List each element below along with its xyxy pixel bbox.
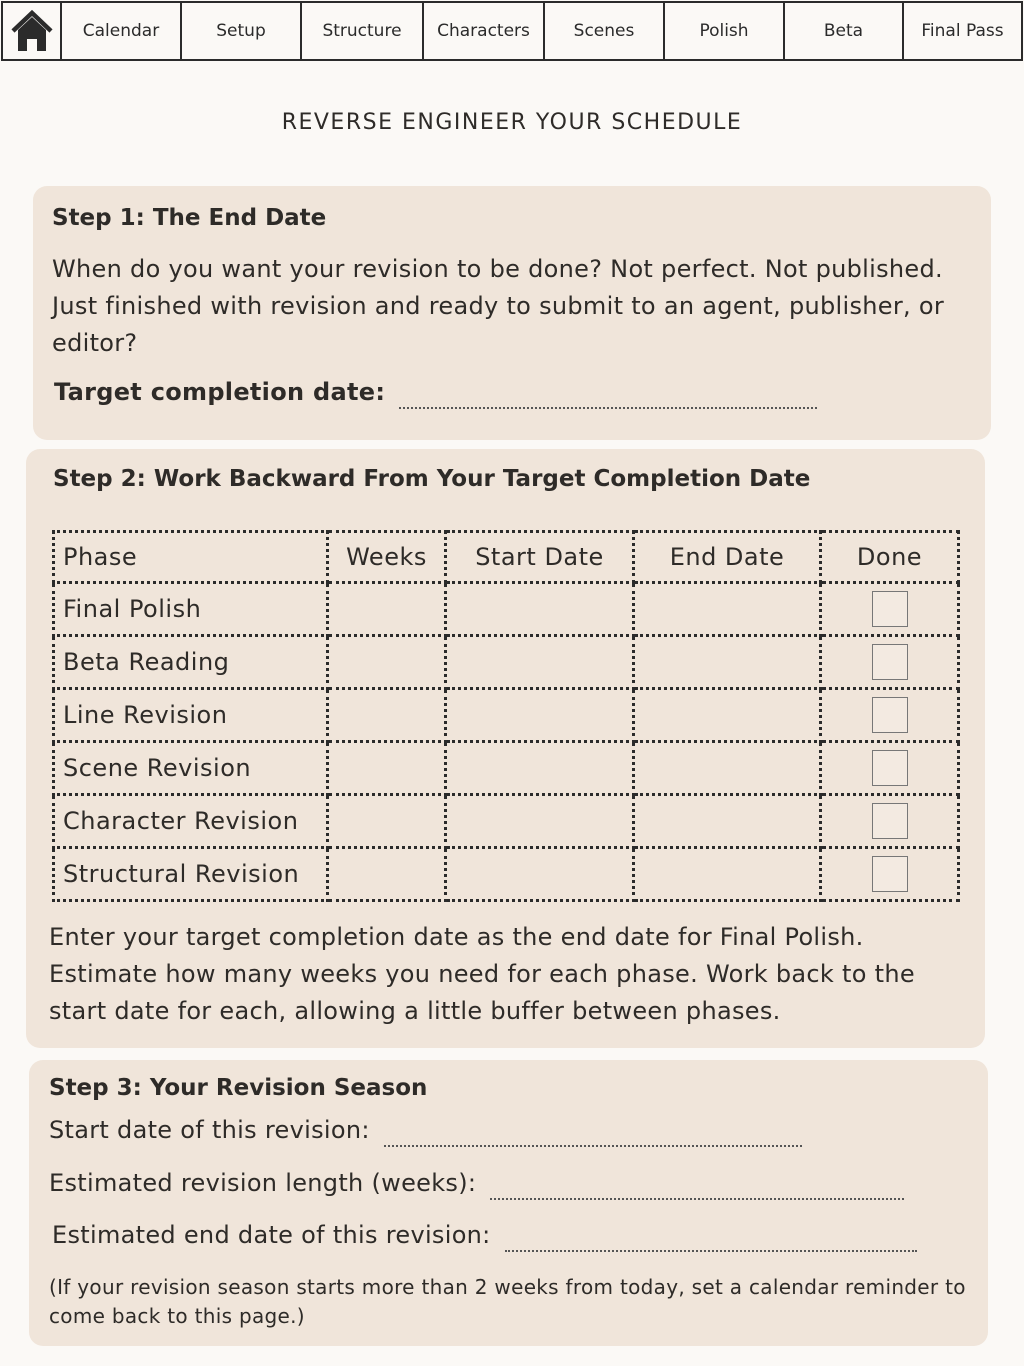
start-date-row <box>49 1116 802 1147</box>
phase-name: Structural Revision <box>54 848 328 901</box>
table-row <box>54 848 959 901</box>
phase-name: Final Polish <box>54 583 328 636</box>
step1-heading: Step 1: The End Date <box>52 205 327 231</box>
nav-tab-label: Beta <box>823 21 864 41</box>
nav-tab-label: Calendar <box>82 21 160 41</box>
phase-name: Character Revision <box>54 795 328 848</box>
table-row <box>54 636 959 689</box>
nav-tab-scenes[interactable] <box>545 3 665 59</box>
done-checkbox[interactable] <box>872 591 908 627</box>
nav-tab-calendar[interactable] <box>62 3 182 59</box>
target-date-row <box>54 378 817 409</box>
step2-instructions: Enter your target completion date as the end date for Final Polish. Estimate how many weeks you need for each phase. Work back to the start date for each, allowing a little buffer between phases. <box>49 923 915 1025</box>
reminder-note: (If your revision season starts more than 2 weeks from today, set a calendar reminder to come back to this page.) <box>49 1275 966 1328</box>
table-row <box>54 583 959 636</box>
column-header-start-date: Start Date <box>446 532 634 583</box>
nav-tab-label: Scenes <box>573 21 635 41</box>
start-date-cell[interactable] <box>446 583 634 636</box>
start-date-label: Start date of this revision: <box>49 1116 370 1144</box>
table-header-row <box>54 532 959 583</box>
phase-table <box>52 530 960 902</box>
start-date-cell[interactable] <box>446 689 634 742</box>
nav-tab-label: Final Pass <box>921 21 1004 41</box>
step2-heading: Step 2: Work Backward From Your Target Completion Date <box>53 466 811 492</box>
start-date-input[interactable] <box>384 1121 802 1147</box>
column-header-end-date: End Date <box>634 532 821 583</box>
weeks-cell[interactable] <box>328 848 446 901</box>
step3-heading: Step 3: Your Revision Season <box>49 1075 428 1101</box>
column-header-weeks: Weeks <box>328 532 446 583</box>
phase-name: Line Revision <box>54 689 328 742</box>
weeks-cell[interactable] <box>328 742 446 795</box>
end-date-label: Estimated end date of this revision: <box>52 1221 491 1249</box>
revision-length-label: Estimated revision length (weeks): <box>49 1169 477 1197</box>
column-header-phase: Phase <box>54 532 328 583</box>
end-date-cell[interactable] <box>634 636 821 689</box>
weeks-cell[interactable] <box>328 583 446 636</box>
done-checkbox[interactable] <box>872 697 908 733</box>
table-row <box>54 742 959 795</box>
phase-name: Beta Reading <box>54 636 328 689</box>
start-date-cell[interactable] <box>446 795 634 848</box>
top-nav <box>1 1 1023 61</box>
done-checkbox[interactable] <box>872 644 908 680</box>
table-row <box>54 795 959 848</box>
done-checkbox[interactable] <box>872 856 908 892</box>
end-date-cell[interactable] <box>634 742 821 795</box>
revision-length-input[interactable] <box>490 1174 904 1200</box>
end-date-cell[interactable] <box>634 848 821 901</box>
start-date-cell[interactable] <box>446 742 634 795</box>
nav-tab-label: Setup <box>216 21 266 41</box>
length-row <box>49 1169 904 1200</box>
nav-tab-structure[interactable] <box>302 3 424 59</box>
column-header-done: Done <box>821 532 959 583</box>
end-date-cell[interactable] <box>634 795 821 848</box>
start-date-cell[interactable] <box>446 848 634 901</box>
weeks-cell[interactable] <box>328 636 446 689</box>
target-date-label: Target completion date: <box>54 378 386 406</box>
end-date-input[interactable] <box>505 1226 917 1252</box>
nav-tab-label: Polish <box>699 21 749 41</box>
weeks-cell[interactable] <box>328 795 446 848</box>
page-title: REVERSE ENGINEER YOUR SCHEDULE <box>281 110 743 135</box>
nav-tab-setup[interactable] <box>182 3 302 59</box>
nav-tab-label: Characters <box>437 21 530 41</box>
weeks-cell[interactable] <box>328 689 446 742</box>
end-date-row <box>52 1221 917 1252</box>
nav-tab-final-pass[interactable] <box>904 3 1021 59</box>
end-date-cell[interactable] <box>634 583 821 636</box>
nav-home-button[interactable] <box>3 3 62 59</box>
step1-text: When do you want your revision to be done? Not perfect. Not published. Just finished with revision and ready to submit to an agent, publisher, or editor? <box>52 255 945 357</box>
nav-tab-polish[interactable] <box>665 3 785 59</box>
home-icon <box>10 9 54 53</box>
done-checkbox[interactable] <box>872 803 908 839</box>
end-date-cell[interactable] <box>634 689 821 742</box>
phase-name: Scene Revision <box>54 742 328 795</box>
nav-tab-characters[interactable] <box>424 3 545 59</box>
nav-tab-label: Structure <box>322 21 402 41</box>
table-row <box>54 689 959 742</box>
done-checkbox[interactable] <box>872 750 908 786</box>
start-date-cell[interactable] <box>446 636 634 689</box>
target-date-input[interactable] <box>399 383 817 409</box>
nav-tab-beta[interactable] <box>785 3 904 59</box>
